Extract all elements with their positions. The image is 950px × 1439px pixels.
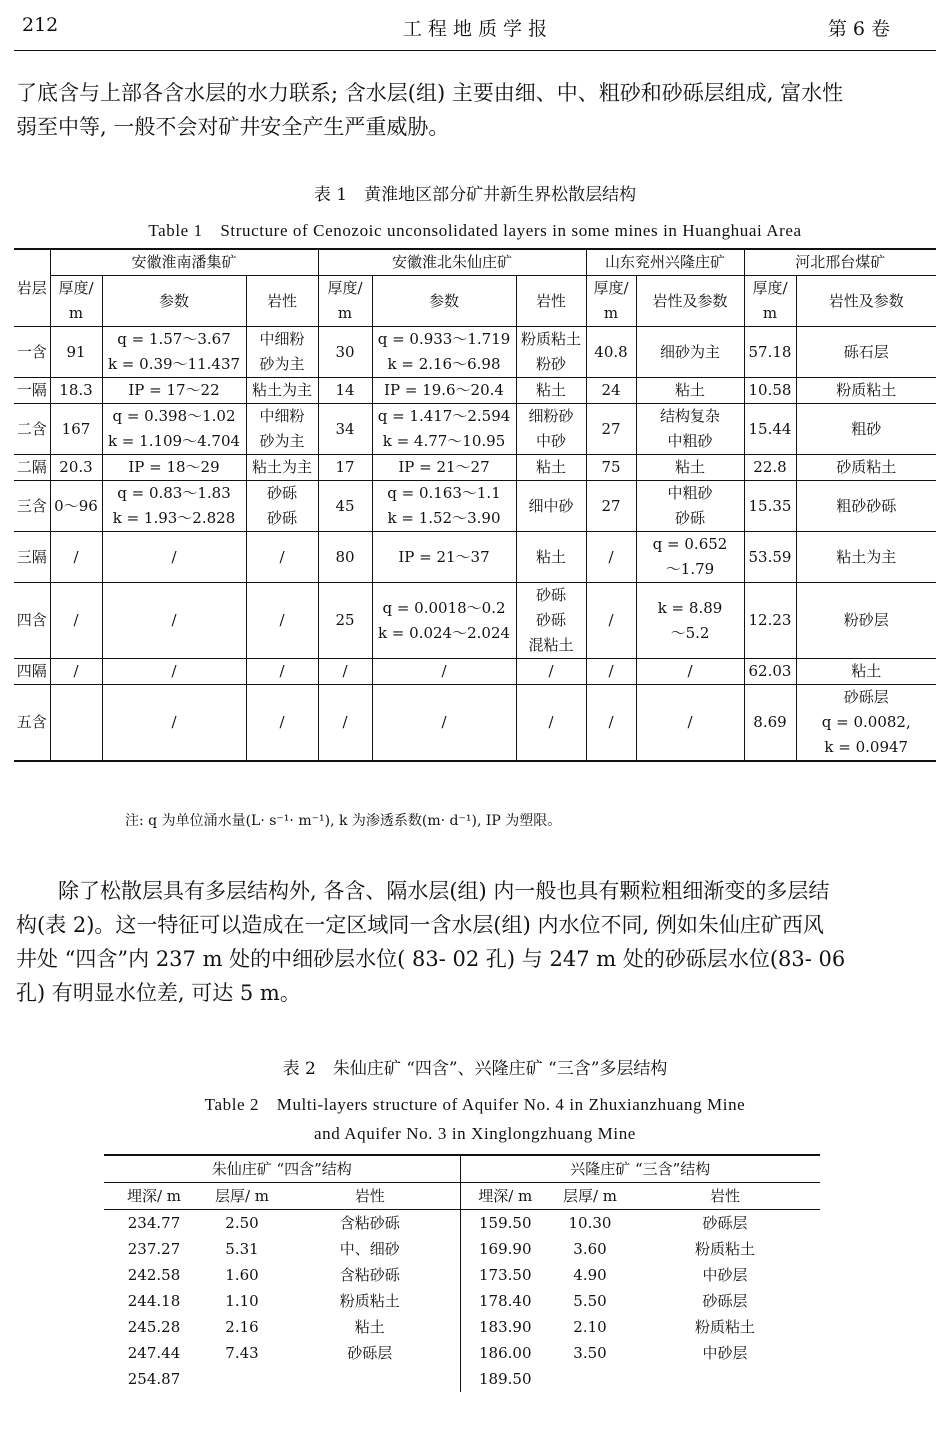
param-value-line: k = 1.109～4.704	[107, 432, 241, 450]
depth-cell: 244.18	[127, 1292, 181, 1310]
lithparam-value-line: ～1.79	[665, 560, 715, 578]
table-row	[14, 455, 936, 481]
lithology-cell: 粉质粘土	[339, 1292, 400, 1310]
thickness-value: 27	[586, 404, 636, 455]
param-value	[372, 327, 516, 378]
table-row	[104, 1262, 820, 1288]
lithparam-value-line: 粉砂层	[843, 611, 889, 629]
thickness-value: /	[586, 685, 636, 762]
param-value-line: q = 1.57～3.67	[117, 330, 231, 348]
lithparam-value-line: /	[687, 713, 693, 731]
lith-value-line: 粉质粘土	[520, 330, 581, 348]
param-value	[102, 327, 246, 378]
thickness-value: /	[50, 659, 102, 685]
thickness-value: /	[586, 583, 636, 659]
lithparam-value	[796, 404, 936, 455]
thickness-unit: m	[337, 304, 353, 322]
lithparam-value-line: 粉质粘土	[836, 381, 897, 399]
table-row	[14, 378, 936, 404]
lithparam-value	[636, 455, 744, 481]
param-value	[372, 532, 516, 583]
table-row	[104, 1236, 820, 1262]
table1-caption-cn: 表 1 黄淮地区部分矿井新生界松散层结构	[313, 185, 637, 205]
lithparam-value	[796, 583, 936, 659]
param-value	[102, 404, 246, 455]
mine-header: 安徽淮北朱仙庄矿	[318, 249, 586, 276]
thickness-value: 24	[586, 378, 636, 404]
thickness-value: 57.18	[744, 327, 796, 378]
lithparam-value-line: 中粗砂	[667, 484, 713, 502]
thickness-cell: 4.90	[573, 1266, 607, 1284]
param-value	[372, 685, 516, 762]
thickness-value: 30	[318, 327, 372, 378]
lith-value	[516, 455, 586, 481]
thickness-label: 厚度/	[58, 279, 94, 297]
thickness-value: 15.44	[744, 404, 796, 455]
table2-caption-en-1: Table 2 Multi-layers structure of Aquifer No. 4 in Zhuxianzhuang Mine	[204, 1095, 746, 1114]
lithology-cell: 中、细砂	[339, 1240, 400, 1258]
lithparam-header: 岩性及参数	[636, 276, 744, 327]
lith-value-line: 粘土为主	[251, 381, 312, 399]
lith-value-line: /	[279, 662, 285, 680]
header-rule	[14, 50, 936, 51]
param-value-line: /	[171, 547, 177, 566]
lith-value-line: 砂砾	[535, 586, 566, 604]
thickness-cell: 3.60	[573, 1240, 607, 1258]
lithparam-value-line: 粘土	[674, 458, 705, 476]
param-value-line: /	[171, 713, 177, 731]
param-value-line: q = 0.398～1.02	[112, 407, 236, 425]
lith-value	[246, 378, 318, 404]
lithparam-value	[796, 327, 936, 378]
param-value-line: k = 0.39～11.437	[107, 355, 241, 373]
lithparam-value-line: 粘土为主	[836, 547, 897, 566]
lithparam-value-line: k = 0.0947	[824, 738, 909, 756]
thickness-cell: 3.50	[573, 1344, 607, 1362]
thickness-header	[318, 276, 372, 327]
param-value-line: IP = 19.6～20.4	[384, 381, 504, 399]
text-line: 孔) 有明显水位差, 可达 5 m。	[16, 981, 301, 1005]
lithparam-value	[636, 404, 744, 455]
depth-cell: 178.40	[460, 1288, 550, 1314]
lith-value	[516, 532, 586, 583]
col-lith: 岩性	[630, 1183, 820, 1210]
param-header: 参数	[102, 276, 246, 327]
lith-value-line: 粉砂	[535, 355, 566, 373]
lith-value-line: /	[548, 713, 554, 731]
lithparam-value	[636, 481, 744, 532]
table-row	[14, 685, 936, 762]
lith-value	[246, 685, 318, 762]
thickness-value: 53.59	[744, 532, 796, 583]
paragraph-2	[16, 874, 936, 1010]
param-value	[372, 378, 516, 404]
depth-cell: 169.90	[460, 1236, 550, 1262]
lithparam-value-line: 中粗砂	[667, 432, 713, 450]
text-line: 了底含与上部各含水层的水力联系; 含水层(组) 主要由细、中、粗砂和砂砾层组成, 富水性	[16, 81, 844, 105]
table-row	[104, 1314, 820, 1340]
thickness-cell: 10.30	[568, 1214, 612, 1232]
table-row	[14, 583, 936, 659]
lithparam-value-line: q = 0.652	[652, 535, 728, 553]
lith-value	[246, 659, 318, 685]
lithparam-value-line: /	[687, 662, 693, 680]
thickness-cell: 1.10	[225, 1292, 259, 1310]
thickness-value: 18.3	[50, 378, 102, 404]
lith-value	[246, 532, 318, 583]
thickness-value: /	[586, 532, 636, 583]
depth-cell: 234.77	[127, 1214, 181, 1232]
thickness-value: 45	[318, 481, 372, 532]
col-thick: 层厚/ m	[204, 1183, 280, 1210]
param-value-line: /	[171, 611, 177, 629]
lith-value-line: 细粉砂	[528, 407, 574, 425]
lithparam-value	[636, 659, 744, 685]
lith-value	[246, 404, 318, 455]
depth-cell: 183.90	[460, 1314, 550, 1340]
lithparam-value-line: k = 8.89	[657, 598, 723, 617]
lith-value-line: 砂砾	[266, 509, 297, 527]
param-value	[102, 532, 246, 583]
thickness-cell	[550, 1366, 630, 1392]
thickness-value: 62.03	[744, 659, 796, 685]
thickness-value: 75	[586, 455, 636, 481]
thickness-cell: 2.50	[225, 1214, 259, 1232]
thickness-value: 25	[318, 583, 372, 659]
thickness-cell: 5.31	[225, 1240, 259, 1258]
thickness-header	[744, 276, 796, 327]
layer-name: 二含	[14, 404, 50, 455]
depth-cell: 186.00	[460, 1340, 550, 1366]
param-value-line: q = 0.83～1.83	[117, 484, 231, 502]
lithparam-value-line: 砂砾	[674, 509, 705, 527]
layer-name: 一含	[14, 327, 50, 378]
lith-value	[516, 583, 586, 659]
param-value-line: q = 0.163～1.1	[387, 484, 501, 502]
table-row	[104, 1288, 820, 1314]
thickness-cell	[204, 1366, 280, 1392]
thickness-cell: 5.50	[573, 1292, 607, 1310]
depth-cell: 237.27	[127, 1240, 181, 1258]
thickness-value: 80	[318, 532, 372, 583]
thickness-value: 8.69	[744, 685, 796, 762]
thickness-value: 40.8	[586, 327, 636, 378]
param-value-line: /	[441, 713, 447, 731]
lith-value	[516, 481, 586, 532]
depth-cell: 242.58	[127, 1266, 181, 1284]
depth-cell: 254.87	[127, 1370, 181, 1388]
lithparam-value	[796, 685, 936, 762]
journal-title: 工 程 地 质 学 报	[402, 18, 548, 40]
param-value	[102, 481, 246, 532]
table-1	[14, 248, 936, 762]
lithology-cell: 砂砾层	[702, 1214, 748, 1232]
lithology-cell: 粘土	[354, 1318, 385, 1336]
param-value	[372, 404, 516, 455]
thickness-cell: 2.10	[573, 1318, 607, 1336]
layer-name: 三含	[14, 481, 50, 532]
param-value-line: k = 0.024～2.024	[377, 623, 511, 642]
param-value-line: IP = 21～27	[398, 458, 490, 476]
thickness-header	[50, 276, 102, 327]
layer-name: 一隔	[14, 378, 50, 404]
lithparam-value	[796, 378, 936, 404]
lithparam-value-line: 粗砂砂砾	[836, 496, 897, 515]
lith-value-line: 砂为主	[259, 355, 305, 373]
lithology-cell: 中砂层	[702, 1266, 748, 1284]
thickness-value: 15.35	[744, 481, 796, 532]
table2-caption-en-2: and Aquifer No. 3 in Xinglongzhuang Mine	[314, 1124, 636, 1143]
lith-value-line: 砂为主	[259, 432, 305, 450]
table-row	[14, 327, 936, 378]
col-lith: 岩性	[280, 1183, 460, 1210]
param-header: 参数	[372, 276, 516, 327]
lithology-cell: 粉质粘土	[694, 1240, 755, 1258]
thickness-value: /	[318, 659, 372, 685]
table-row	[104, 1210, 820, 1237]
thickness-value: 167	[50, 404, 102, 455]
lith-value-line: 粘土为主	[251, 458, 312, 476]
lithparam-value	[636, 378, 744, 404]
page-number: 212	[22, 14, 59, 36]
lith-value	[516, 685, 586, 762]
thickness-label: 厚度/	[752, 279, 788, 297]
param-value-line: k = 4.77～10.95	[382, 432, 506, 450]
lithology-cell: 砂砾层	[347, 1344, 393, 1362]
depth-cell: 173.50	[460, 1262, 550, 1288]
param-value-line: k = 1.93～2.828	[112, 509, 236, 527]
lith-value-line: 中细粉	[259, 330, 305, 348]
thickness-unit: m	[68, 304, 84, 322]
lith-value-line: 细中砂	[528, 496, 574, 515]
lith-value-line: 粘土	[535, 458, 566, 476]
layer-name: 五含	[14, 685, 50, 762]
lithology-cell: 中砂层	[702, 1344, 748, 1362]
lith-value-line: 砂砾	[266, 484, 297, 502]
mine-header: 河北邢台煤矿	[744, 249, 936, 276]
lith-value-line: 混粘土	[528, 636, 574, 654]
table2-left-title: 朱仙庄矿 “四含”结构	[104, 1155, 460, 1183]
lith-value	[246, 583, 318, 659]
lithparam-value-line: 结构复杂	[659, 407, 720, 425]
layer-header: 岩层	[14, 249, 50, 327]
lithparam-value-line: 粘土	[674, 381, 705, 399]
lithparam-value	[636, 327, 744, 378]
lithology-cell	[280, 1366, 460, 1392]
lithparam-value	[636, 685, 744, 762]
thickness-value: 14	[318, 378, 372, 404]
table-2	[104, 1154, 820, 1392]
text-line: 除了松散层具有多层结构外, 各含、隔水层(组) 内一般也具有颗粒粗细渐变的多层结	[16, 879, 830, 903]
param-value	[372, 583, 516, 659]
depth-cell: 159.50	[460, 1210, 550, 1237]
mine-header: 山东兖州兴隆庄矿	[586, 249, 744, 276]
lithparam-value-line: ～5.2	[670, 623, 710, 642]
volume-label: 第 6 卷	[827, 18, 890, 40]
col-thick: 层厚/ m	[550, 1183, 630, 1210]
lithparam-value	[636, 532, 744, 583]
param-value-line: q = 0.933～1.719	[377, 330, 511, 348]
table-row	[14, 532, 936, 583]
param-value	[102, 583, 246, 659]
lithparam-value	[796, 659, 936, 685]
param-value	[102, 685, 246, 762]
param-value-line: k = 2.16～6.98	[387, 355, 501, 373]
thickness-value: 34	[318, 404, 372, 455]
thickness-value: /	[318, 685, 372, 762]
param-value-line: /	[171, 662, 177, 680]
lith-value	[516, 327, 586, 378]
lith-value-line: 中砂	[535, 432, 566, 450]
paragraph-1	[16, 76, 936, 144]
lithology-cell: 含粘砂砾	[339, 1266, 400, 1284]
lith-value	[246, 327, 318, 378]
lith-value	[516, 378, 586, 404]
col-depth: 埋深/ m	[104, 1183, 204, 1210]
lith-value	[516, 404, 586, 455]
lith-value	[246, 455, 318, 481]
table1-caption-en: Table 1 Structure of Cenozoic unconsolidated layers in some mines in Huanghuai Area	[148, 221, 802, 240]
lithparam-value-line: 粘土	[851, 662, 882, 680]
thickness-cell: 7.43	[225, 1344, 259, 1362]
table-row	[14, 659, 936, 685]
depth-cell: 247.44	[127, 1344, 181, 1362]
thickness-unit: m	[762, 304, 778, 322]
lithology-cell: 砂砾层	[702, 1292, 748, 1310]
lith-value-line: 粘土	[535, 381, 566, 399]
lithparam-value-line: q = 0.0082,	[821, 713, 911, 731]
lithology-cell: 含粘砂砾	[339, 1214, 400, 1232]
param-value-line: q = 1.417～2.594	[377, 407, 511, 425]
lith-header: 岩性	[516, 276, 586, 327]
thickness-cell: 1.60	[225, 1266, 259, 1284]
thickness-value: /	[586, 659, 636, 685]
layer-name: 四含	[14, 583, 50, 659]
param-value	[102, 659, 246, 685]
table-row	[104, 1366, 820, 1392]
thickness-value	[50, 685, 102, 762]
lith-value-line: /	[279, 611, 285, 629]
lith-value-line: /	[279, 547, 285, 566]
thickness-header	[586, 276, 636, 327]
param-value	[372, 481, 516, 532]
lithparam-value-line: 粗砂	[851, 419, 882, 438]
lith-value-line: 中细粉	[259, 407, 305, 425]
lithology-cell	[630, 1366, 820, 1392]
lithology-cell: 粉质粘土	[694, 1318, 755, 1336]
text-line: 构(表 2)。这一特征可以造成在一定区域同一含水层(组) 内水位不同, 例如朱仙庄矿西风	[16, 913, 824, 937]
lith-value-line: /	[548, 662, 554, 680]
lithparam-value	[636, 583, 744, 659]
table-row	[14, 481, 936, 532]
thickness-unit: m	[603, 304, 619, 322]
depth-cell: 189.50	[460, 1366, 550, 1392]
lith-value	[246, 481, 318, 532]
lith-header: 岩性	[246, 276, 318, 327]
thickness-value: /	[50, 532, 102, 583]
thickness-cell: 2.16	[225, 1318, 259, 1336]
lithparam-value	[796, 455, 936, 481]
table-row	[104, 1340, 820, 1366]
col-depth: 埋深/ m	[460, 1183, 550, 1210]
param-value	[102, 455, 246, 481]
param-value-line: k = 1.52～3.90	[387, 509, 501, 527]
thickness-label: 厚度/	[327, 279, 363, 297]
lithparam-value	[796, 532, 936, 583]
param-value-line: q = 0.0018～0.2	[382, 598, 506, 617]
thickness-value: 91	[50, 327, 102, 378]
table2-right-title: 兴隆庄矿 “三含”结构	[460, 1155, 820, 1183]
thickness-value: 22.8	[744, 455, 796, 481]
lith-value-line: 砂砾	[535, 611, 566, 629]
lithparam-value	[796, 481, 936, 532]
thickness-value: 12.23	[744, 583, 796, 659]
param-value	[372, 455, 516, 481]
thickness-value: 17	[318, 455, 372, 481]
table2-caption-cn: 表 2 朱仙庄矿 “四含”、兴隆庄矿 “三含”多层结构	[282, 1059, 668, 1079]
thickness-label: 厚度/	[593, 279, 629, 297]
table-row	[14, 404, 936, 455]
text-line: 井处 “四含”内 237 m 处的中细砂层水位( 83- 02 孔) 与 247 m 处的砂砾层水位(83- 06	[16, 947, 846, 971]
thickness-value: 20.3	[50, 455, 102, 481]
lithparam-value-line: 砾石层	[843, 342, 889, 361]
mine-header: 安徽淮南潘集矿	[50, 249, 318, 276]
lithparam-value-line: 细砂为主	[659, 342, 720, 361]
lith-value	[516, 659, 586, 685]
table1-note: 注: q 为单位涌水量(L· s⁻¹· m⁻¹), k 为渗透系数(m· d⁻¹), IP 为塑限。	[125, 813, 562, 829]
param-value	[372, 659, 516, 685]
thickness-value: 0～96	[50, 481, 102, 532]
lithparam-value-line: 砂质粘土	[836, 458, 897, 476]
text-line: 弱至中等, 一般不会对矿井安全产生严重威胁。	[16, 115, 450, 139]
layer-name: 二隔	[14, 455, 50, 481]
thickness-value: 27	[586, 481, 636, 532]
param-value	[102, 378, 246, 404]
param-value-line: /	[441, 662, 447, 680]
depth-cell: 245.28	[127, 1318, 181, 1336]
param-value-line: IP = 18～29	[128, 458, 220, 476]
lithparam-value-line: 砂砾层	[843, 688, 889, 706]
lith-value-line: /	[279, 713, 285, 731]
thickness-value: 10.58	[744, 378, 796, 404]
layer-name: 四隔	[14, 659, 50, 685]
thickness-value: /	[50, 583, 102, 659]
lith-value-line: 粘土	[535, 547, 566, 566]
layer-name: 三隔	[14, 532, 50, 583]
param-value-line: IP = 21～37	[398, 547, 490, 566]
param-value-line: IP = 17～22	[128, 381, 220, 399]
lithparam-header: 岩性及参数	[796, 276, 936, 327]
